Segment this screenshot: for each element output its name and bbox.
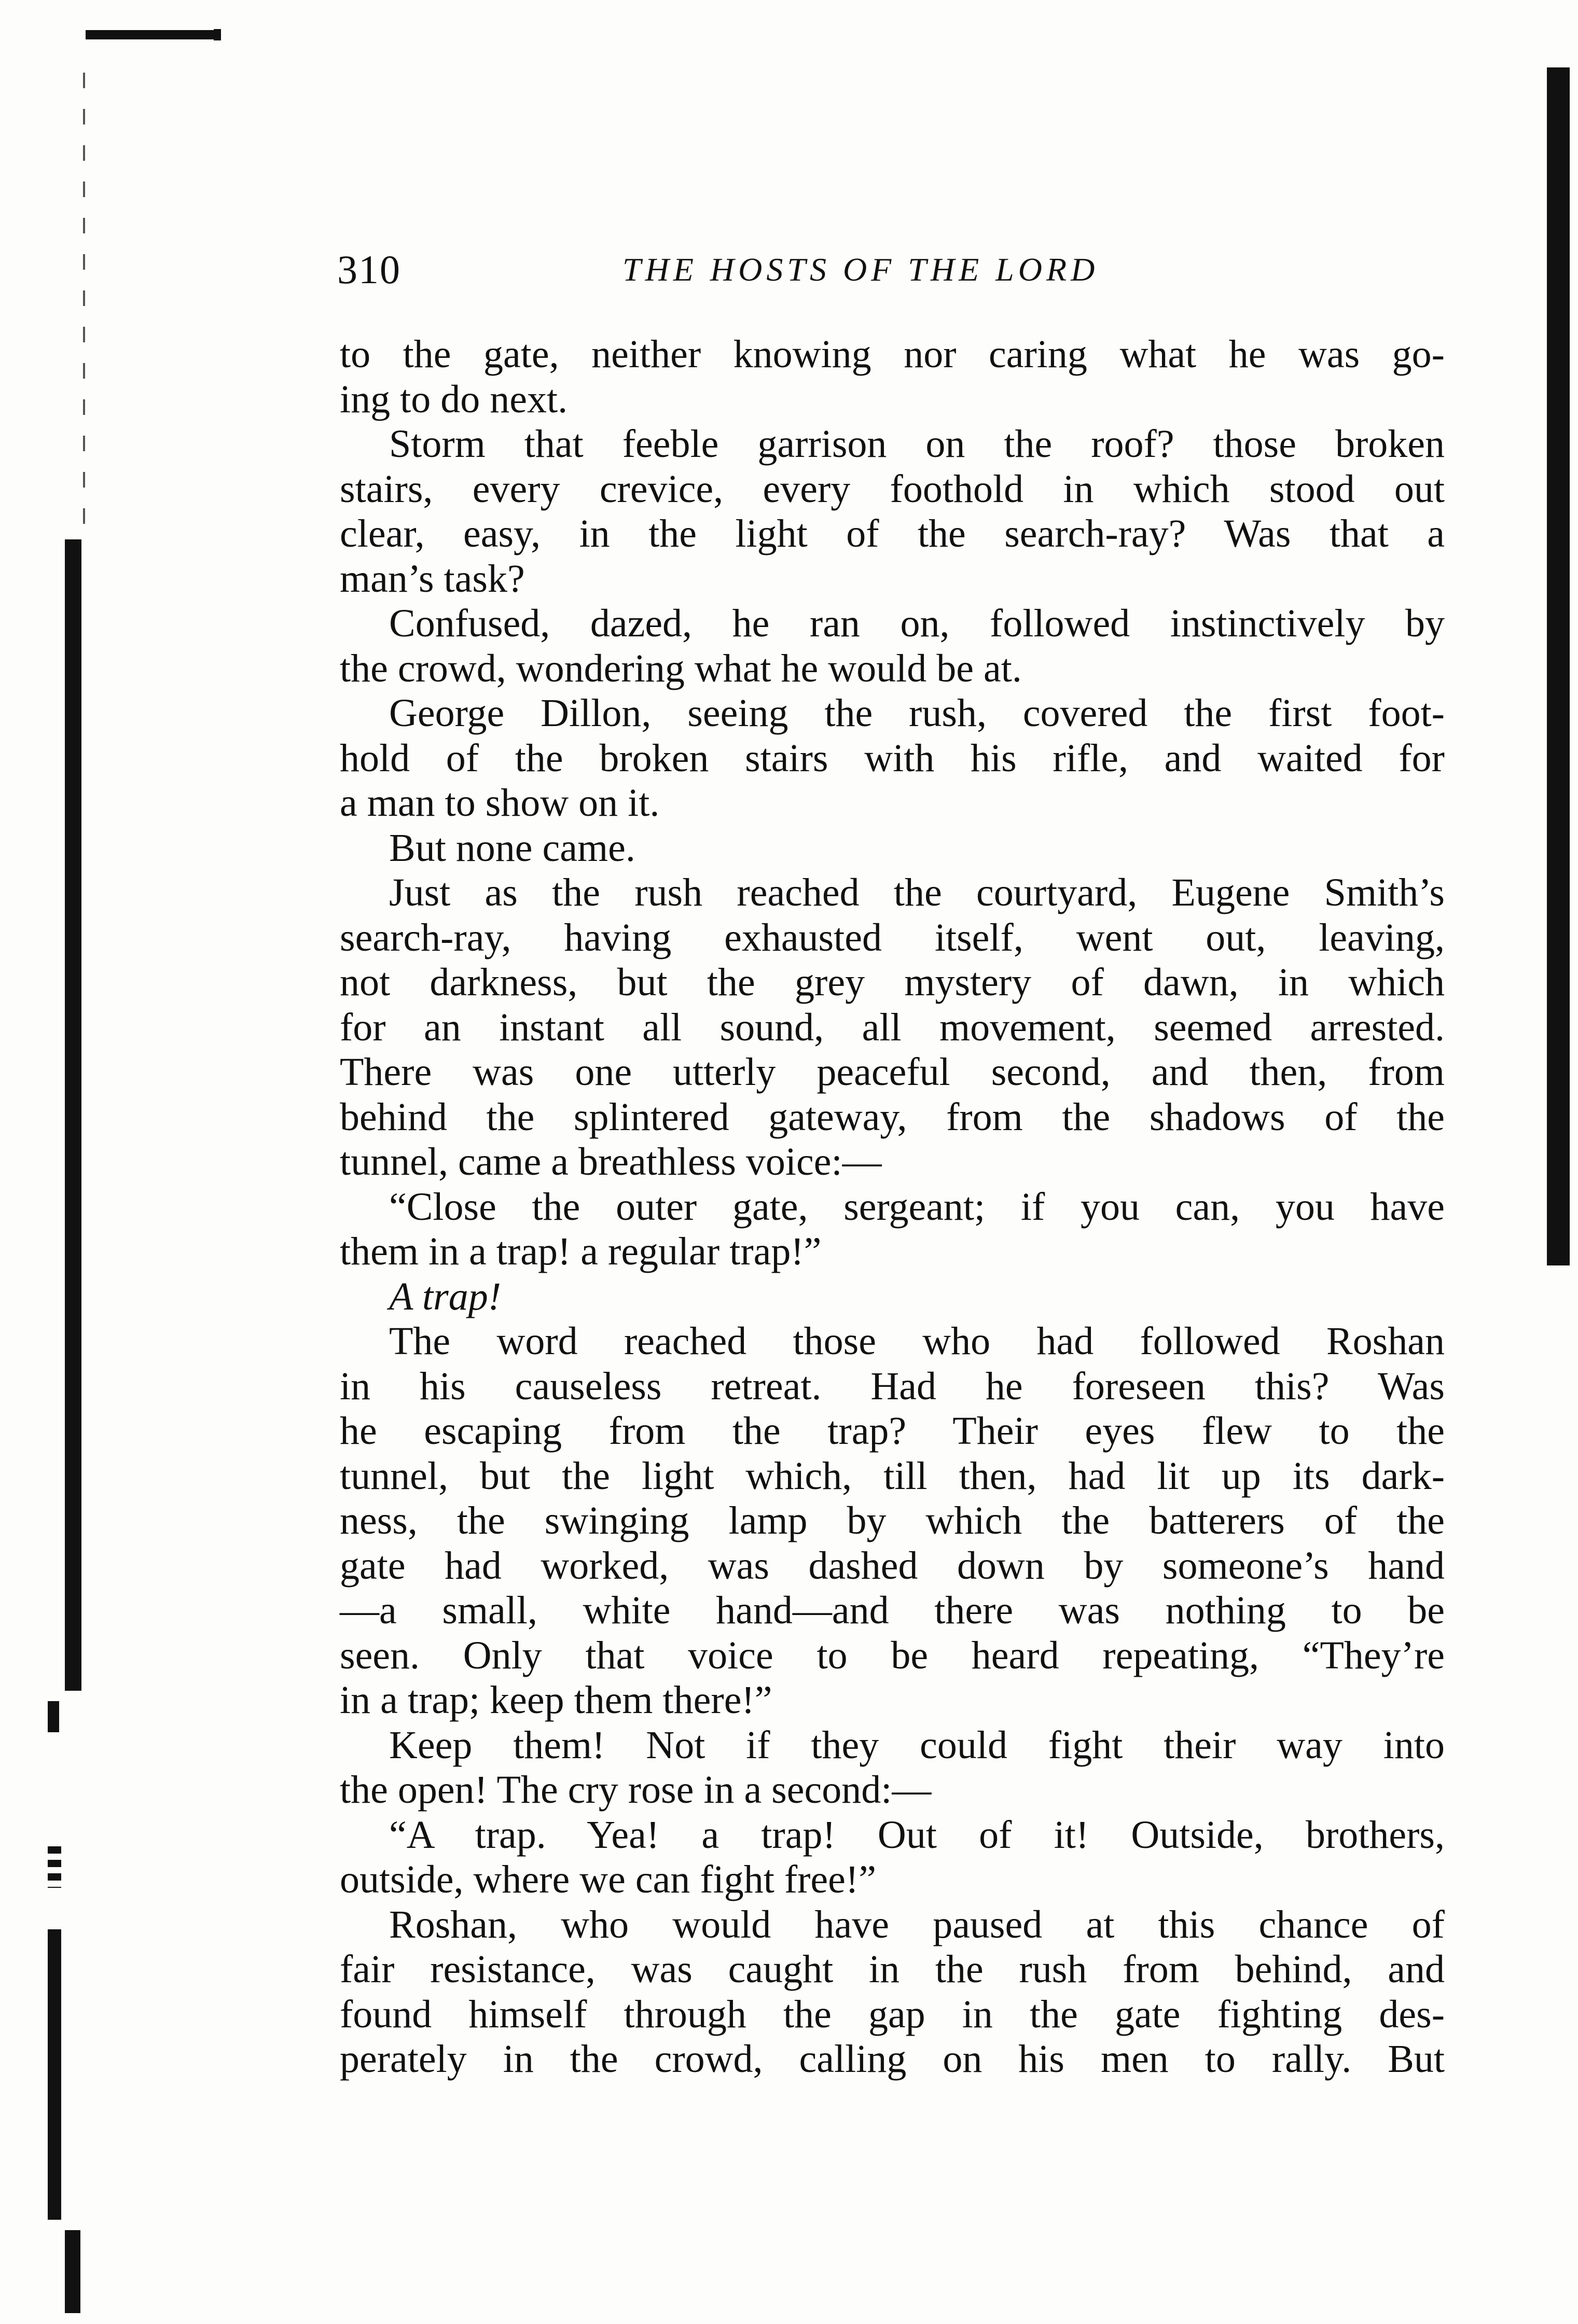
- scan-edge-mark: [83, 73, 85, 529]
- scan-binding-shadow: [65, 539, 81, 1691]
- text-line: man’s task?: [340, 556, 525, 601]
- scan-binding-shadow: [48, 1929, 61, 2220]
- text-line: not darkness, but the grey mystery of dawn, in which: [340, 961, 1445, 1004]
- text-line: George Dillon, seeing the rush, covered the first foot-: [389, 691, 1445, 735]
- scan-edge-mark: [48, 1846, 61, 1888]
- text-line: fair resistance, was caught in the rush from behind, and: [340, 1947, 1445, 1991]
- text-line: tunnel, came a breathless voice:—: [340, 1140, 882, 1184]
- text-line: There was one utterly peaceful second, and then, from: [340, 1050, 1445, 1094]
- text-line: he escaping from the trap? Their eyes flew to the: [340, 1409, 1445, 1453]
- text-line: tunnel, but the light which, till then, had lit up its dark-: [340, 1454, 1445, 1498]
- text-line: clear, easy, in the light of the search-ray? Was that a: [340, 512, 1445, 555]
- scan-edge-mark: [86, 30, 215, 39]
- text-line: behind the splintered gateway, from the shadows of the: [340, 1095, 1445, 1139]
- text-line: the open! The cry rose in a second:—: [340, 1768, 932, 1812]
- scan-binding-shadow: [1547, 67, 1570, 1265]
- text-line: outside, where we can fight free!”: [340, 1858, 876, 1901]
- text-line: Just as the rush reached the courtyard, Eugene Smith’s: [389, 871, 1445, 914]
- text-line: But none came.: [389, 826, 635, 870]
- text-line: A trap!: [389, 1274, 502, 1318]
- text-line: to the gate, neither knowing nor caring what he was go-: [340, 332, 1445, 376]
- page-number: 310: [337, 247, 401, 292]
- text-line: them in a trap! a regular trap!”: [340, 1230, 822, 1273]
- text-line: a man to show on it.: [340, 781, 660, 825]
- text-line: search-ray, having exhausted itself, went out, leaving,: [340, 915, 1445, 959]
- text-line: the crowd, wondering what he would be at.: [340, 646, 1022, 690]
- text-line: The word reached those who had followed Roshan: [389, 1319, 1445, 1363]
- text-line: Keep them! Not if they could fight their way into: [389, 1723, 1445, 1767]
- text-line: Roshan, who would have paused at this chance of: [389, 1902, 1445, 1946]
- running-head: THE HOSTS OF THE LORD: [622, 251, 1099, 288]
- text-line: stairs, every crevice, every foothold in which stood out: [340, 467, 1445, 511]
- text-line: “Close the outer gate, sergeant; if you can, you have: [389, 1185, 1445, 1229]
- text-line: seen. Only that voice to be heard repeating, “They’re: [340, 1633, 1445, 1677]
- page-header: [332, 241, 1452, 298]
- text-line: perately in the crowd, calling on his men to rally. But: [340, 2037, 1445, 2081]
- text-line: in a trap; keep them there!”: [340, 1678, 772, 1722]
- text-line: Storm that feeble garrison on the roof? those broken: [389, 422, 1445, 466]
- text-line: —a small, white hand—and there was nothing to be: [340, 1589, 1445, 1632]
- text-line: ness, the swinging lamp by which the batterers of the: [340, 1499, 1445, 1542]
- scan-edge-mark: [214, 29, 221, 40]
- scan-edge-mark: [48, 1701, 59, 1732]
- text-line: Confused, dazed, he ran on, followed instinctively by: [389, 602, 1445, 645]
- text-line: hold of the broken stairs with his rifle, and waited for: [340, 736, 1445, 780]
- body-text: [340, 332, 1445, 2147]
- text-line: ing to do next.: [340, 377, 568, 421]
- scan-edge-mark: [65, 2230, 80, 2313]
- text-line: for an instant all sound, all movement, seemed arrested.: [340, 1005, 1445, 1049]
- text-line: gate had worked, was dashed down by someone’s hand: [340, 1543, 1445, 1588]
- text-line: found himself through the gap in the gate fighting des-: [340, 1992, 1445, 2036]
- text-line: “A trap. Yea! a trap! Out of it! Outside, brothers,: [389, 1813, 1445, 1857]
- text-line: in his causeless retreat. Had he foreseen this? Was: [340, 1364, 1445, 1408]
